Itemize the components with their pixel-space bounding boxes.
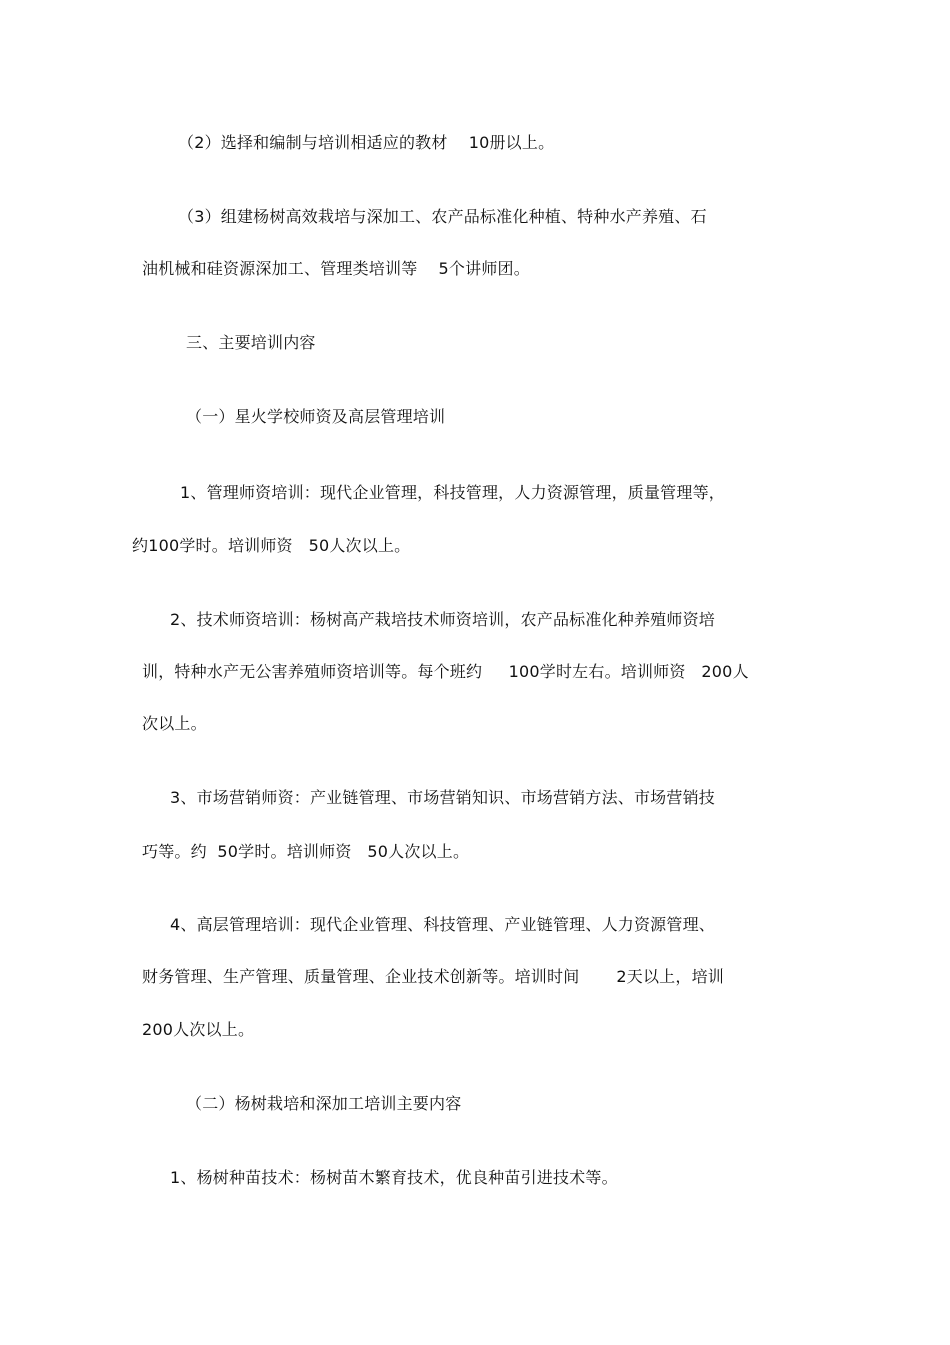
text-line-2: （3）组建杨树高效栽培与深加工、农产品标准化种植、特种水产养殖、石 <box>178 207 707 226</box>
text-line-10: 次以上。 <box>142 714 207 733</box>
section-heading: 三、主要培训内容 <box>186 333 316 352</box>
text-line-14: 财务管理、生产管理、质量管理、企业技术创新等。培训时间 2天以上，培训 <box>142 967 724 986</box>
text-line-15: 200人次以上。 <box>142 1020 255 1039</box>
text-line-7: 约100学时。培训师资 50人次以上。 <box>132 536 411 555</box>
text-line-13: 4、高层管理培训：现代企业管理、科技管理、产业链管理、人力资源管理、 <box>170 915 715 934</box>
subsection-heading-1: （一）星火学校师资及高层管理培训 <box>186 407 446 426</box>
text-line-9: 训，特种水产无公害养殖师资培训等。每个班约 100学时左右。培训师资 200人 <box>142 662 749 681</box>
text-line-3: 油机械和硅资源深加工、管理类培训等 5个讲师团。 <box>142 259 530 278</box>
text-line-12: 巧等。约 50学时。培训师资 50人次以上。 <box>142 842 470 861</box>
text-line-6: 1、管理师资培训：现代企业管理，科技管理，人力资源管理，质量管理等， <box>180 483 725 502</box>
text-line-11: 3、市场营销师资：产业链管理、市场营销知识、市场营销方法、市场营销技 <box>170 788 715 807</box>
subsection-heading-2: （二）杨树栽培和深加工培训主要内容 <box>186 1094 462 1113</box>
text-line-8: 2、技术师资培训：杨树高产栽培技术师资培训，农产品标准化种养殖师资培 <box>170 610 715 629</box>
text-line-17: 1、杨树种苗技术：杨树苗木繁育技术，优良种苗引进技术等。 <box>170 1168 618 1187</box>
text-line-1: （2）选择和编制与培训相适应的教材 10册以上。 <box>178 133 555 152</box>
